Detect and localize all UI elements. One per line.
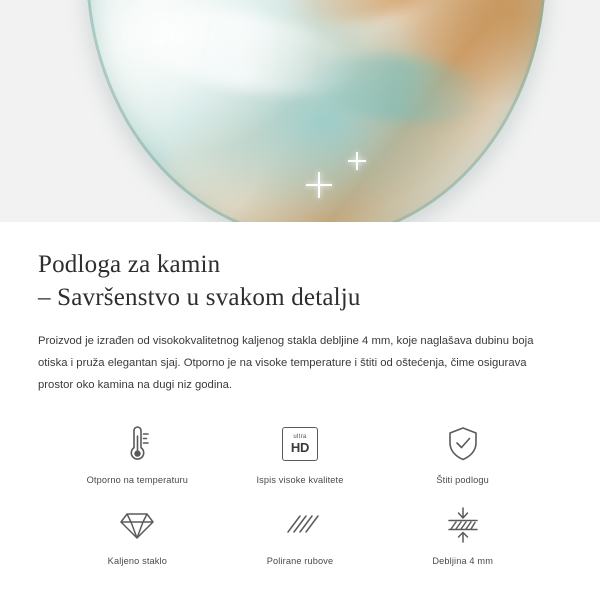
feature-item-protection (381, 422, 544, 485)
feature-item-tempered-glass (56, 503, 219, 566)
diamond-icon (117, 503, 157, 547)
feature-label: Kaljeno staklo (107, 556, 167, 567)
feature-label: Otporno na temperaturu (86, 475, 188, 486)
feature-label: Debljina 4 mm (432, 556, 493, 567)
marble-streak-teal (304, 47, 494, 131)
feature-label: Polirane rubove (266, 556, 334, 567)
round-glass-mat-image (86, 0, 546, 222)
feature-item-thickness (381, 503, 544, 566)
marble-streak-white (118, 0, 367, 109)
feature-label: Ispis visoke kvalitete (256, 475, 344, 486)
feature-item-polished-edges (219, 503, 382, 566)
product-description-text: Proizvod je izrađen od visokokvalitetnog kaljenog stakla debljine 4 mm, koje naglašava dubinu boja otiska i pruža elegantan sjaj. Otporno je na visoke temperature i štiti od oštećenja, čime osigurava prostor oko kamina na dugi niz godina. (38, 335, 534, 392)
marble-disc (86, 0, 546, 222)
shield-check-icon (445, 422, 481, 466)
hero-image (0, 0, 600, 222)
headline-line-2: – Savršenstvo u svakom detalju (38, 284, 361, 311)
content-area (0, 222, 600, 566)
headline-line-1: Podloga za kamin (38, 251, 221, 278)
ultra-hd-icon (282, 422, 318, 466)
page-title (38, 248, 562, 314)
feature-item-print-quality (219, 422, 382, 485)
feature-item-temperature (56, 422, 219, 485)
feature-label: Štiti podlogu (436, 475, 489, 486)
feature-list (38, 422, 562, 566)
ultra-hd-badge-top: ultra (293, 434, 307, 441)
polished-edges-icon (280, 503, 320, 547)
thickness-icon (444, 503, 482, 547)
thermometer-icon (120, 422, 154, 466)
ultra-hd-badge-bottom: HD (290, 440, 310, 456)
marble-streak-gold (269, 0, 500, 44)
